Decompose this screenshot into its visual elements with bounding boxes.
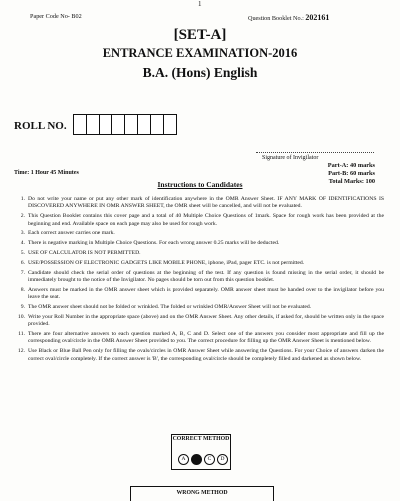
wrong-method-label: WRONG METHOD — [176, 490, 228, 496]
part-b-marks: Part-B: 60 marks — [328, 170, 375, 177]
roll-digit-box[interactable] — [163, 114, 177, 135]
instruction-item — [14, 213, 384, 228]
instruction-item — [14, 196, 384, 211]
answer-oval-a: A — [178, 454, 189, 465]
instruction-text: There is negative marking in Multiple Choice Questions. For each wrong answer 0.25 marks will be deducted. — [28, 240, 280, 247]
instruction-item — [14, 230, 384, 237]
question-booklet-number — [248, 13, 329, 22]
instruction-number: 4. — [20, 240, 25, 247]
instruction-item — [14, 240, 384, 247]
paper-code: Paper Code No- B02 — [30, 13, 82, 20]
roll-no-label: ROLL NO. — [14, 120, 67, 132]
total-marks: Total Marks: 100 — [328, 178, 375, 185]
instruction-number: 8. — [20, 286, 25, 293]
instruction-text: This Question Booklet contains this cover page and a total of 40 Multiple Choice Questions of 1mark. Space for rough work has been provided at the beginning and end. Available space on each page may also be used for rough work. — [28, 213, 384, 227]
answer-oval-d: D — [217, 454, 228, 465]
instructions-heading: Instructions to Candidates — [157, 180, 243, 189]
instruction-item — [14, 304, 384, 311]
instruction-item — [14, 348, 384, 363]
exam-title: ENTRANCE EXAMINATION-2016 — [102, 46, 298, 60]
part-a-marks: Part-A: 40 marks — [327, 162, 375, 169]
instruction-item — [14, 270, 384, 285]
signature-line — [256, 152, 374, 153]
instruction-item — [14, 287, 384, 302]
correct-method-box — [171, 434, 231, 470]
signature-label: Signature of Invigilator — [262, 155, 319, 161]
time-allowed: Time: 1 Hour 45 Minutes — [14, 170, 79, 176]
correct-method-label: CORRECT METHOD — [172, 436, 230, 442]
instruction-text: Do not write your name or put any other mark of identification anywhere in the OMR Answer Sheet. IF ANY MARK OF IDENTIFICATIONS IS DISCOVERED ANYWHERE IN OMR ANSWER SHEET, the OMR sheet will be cancelled, and will not be evaluated. — [28, 196, 384, 210]
instruction-text: Each correct answer carries one mark. — [28, 230, 115, 237]
instruction-number: 5. — [20, 250, 25, 256]
instruction-item — [14, 314, 384, 329]
instruction-text: Use Black or Blue Ball Pen only for filling the ovals/circles in OMR Answer Sheet while answering the Questions. For your Choice of answers darken the correct oval/circle completely. If the correct answer is 'B', the corresponding oval/circle should be completely filled and darkened as shown below. — [28, 348, 384, 362]
instruction-text: There are four alternative answers to each question marked A, B, C and D. Select one of the answers you consider most appropriate and fill up the corresponding oval/circle in the OMR Answer Sheet provided to you. The correct procedure for filling up the OMR Answer Sheet is mentioned below. — [28, 331, 384, 345]
instruction-text: USE/POSSESSION OF ELECTRONIC GADGETS LIKE MOBILE PHONE, iphone, iPad, pager ETC. is not permitted. — [28, 259, 305, 266]
instruction-number: 12. — [17, 348, 25, 355]
answer-ovals — [178, 454, 228, 465]
instruction-text: Write your Roll Number in the appropriate space (above) and on the OMR Answer Sheet. Any other details, if asked for, should be written only in the space provided. — [28, 313, 384, 328]
instruction-text: The OMR answer sheet should not be folded or wrinkled. The folded or wrinkled OMR/Answer Sheet will not be evaluated. — [28, 304, 312, 310]
instruction-number: 7. — [20, 269, 25, 276]
instruction-number: 3. — [20, 230, 25, 237]
instruction-item — [14, 331, 384, 346]
roll-no-boxes[interactable] — [73, 114, 176, 135]
instruction-text: USE OF CALCULATOR IS NOT PERMITTED. — [28, 250, 141, 256]
instructions-list — [14, 196, 384, 365]
answer-oval-c: C — [204, 454, 215, 465]
instruction-text: Candidate should check the serial order of questions at the beginning of the test. If any question is found missing in the serial order, it should be immediately brought to the notice of the Invigilator. No pages should be torn out from this question booklet. — [28, 269, 384, 283]
instruction-item — [14, 260, 384, 267]
booklet-number-value: 202161 — [305, 13, 330, 22]
booklet-label: Question Booklet No.: — [248, 15, 304, 22]
instruction-number: 10. — [17, 313, 25, 320]
instruction-number: 9. — [20, 304, 25, 310]
wrong-method-box — [130, 486, 274, 501]
set-title: [SET-A] — [173, 27, 227, 43]
answer-oval-b: B — [191, 454, 202, 465]
subject-title: B.A. (Hons) English — [142, 65, 258, 80]
instruction-number: 6. — [20, 259, 25, 266]
instruction-number: 1. — [20, 196, 25, 202]
instruction-text: Answers must be marked in the OMR answer sheet which is provided separately. OMR answer sheet must be handed over to the invigilator before you leave the seat. — [28, 286, 384, 301]
instruction-number: 2. — [20, 213, 25, 220]
page-tick-mark: 1 — [198, 0, 202, 8]
instruction-number: 11. — [18, 331, 25, 337]
instruction-item — [14, 250, 384, 257]
